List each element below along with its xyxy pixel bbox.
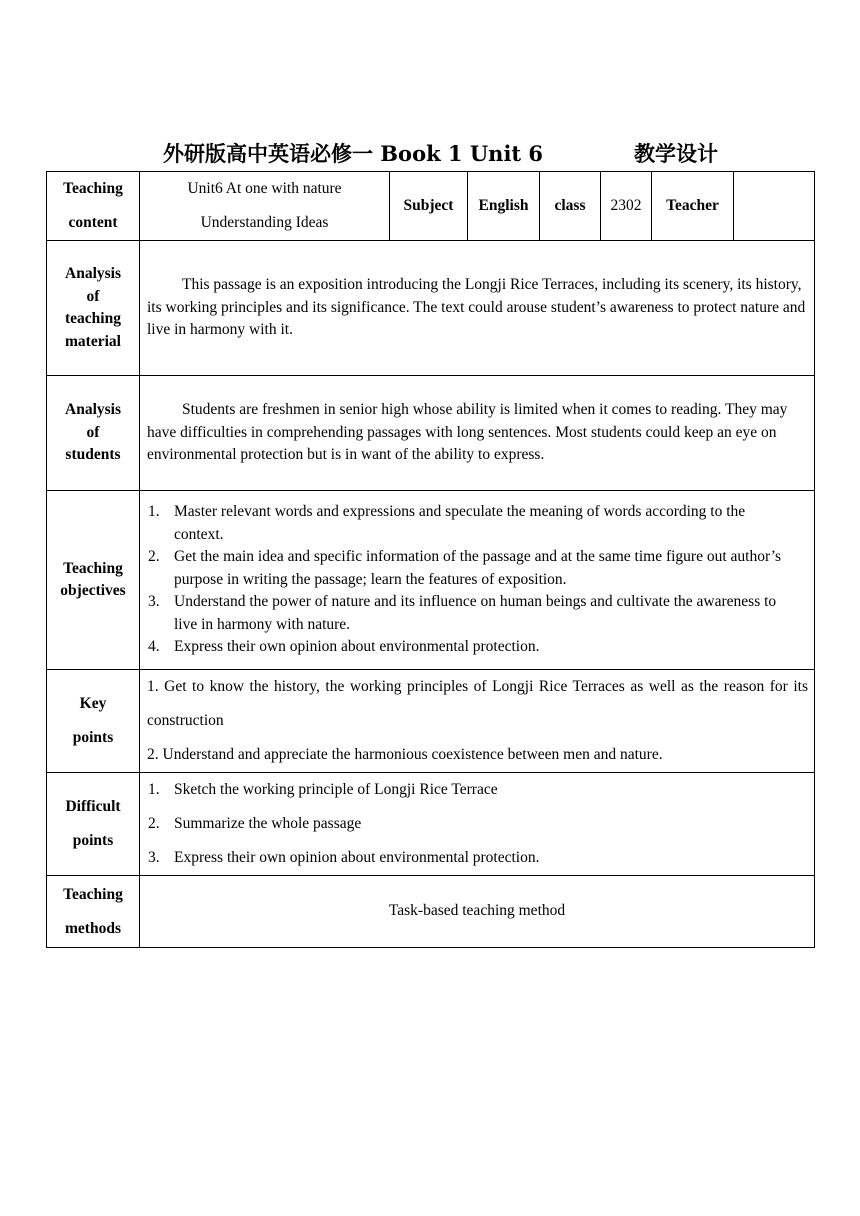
subject-value: English (468, 172, 540, 241)
label-line: Key (79, 695, 107, 712)
methods-text: Task-based teaching method (140, 876, 815, 948)
objectives-list-cell (140, 491, 815, 670)
class-value: 2302 (601, 172, 652, 241)
item-text: Express their own opinion about environmental protection. (174, 638, 540, 656)
label-line: Teaching (63, 180, 123, 197)
list-item (148, 501, 796, 546)
paragraph: Students are freshmen in senior high whose ability is limited when it comes to reading. They may have difficulties in comprehending passages with long sentences. Most students could keep an eye on environmental protection but is in want of the ability to express. (147, 401, 788, 464)
list-item (148, 546, 796, 591)
item-number: 3. (148, 849, 160, 866)
objectives-row (47, 491, 815, 670)
page-title (0, 136, 860, 168)
label-line: content (68, 214, 118, 231)
label-line: methods (65, 919, 121, 937)
item-text: Express their own opinion about environmental protection. (174, 849, 540, 866)
teaching-content-value (140, 172, 390, 241)
list-item (148, 591, 796, 636)
item-number: 3. (148, 593, 160, 611)
list-item (148, 773, 806, 807)
subject-label: Subject (390, 172, 468, 241)
item-text: Understand the power of nature and its influence on human beings and cultivate the awareness to live in harmony with nature. (174, 593, 777, 633)
teacher-label: Teacher (652, 172, 734, 241)
label-line: students (65, 446, 121, 464)
key-point-item: 1. Get to know the history, the working principles of Longji Rice Terraces as well as the reason for its construction (147, 678, 808, 729)
list-item (148, 841, 806, 875)
label-line: points (72, 729, 114, 746)
key-points-label (47, 670, 140, 773)
list-item (148, 636, 796, 659)
list-item (148, 807, 806, 841)
class-label: class (540, 172, 601, 241)
header-row (47, 172, 815, 241)
methods-row (47, 876, 815, 948)
label-line: material (65, 332, 121, 350)
analysis-material-row (47, 241, 815, 376)
paragraph: This passage is an exposition introducing the Longji Rice Terraces, including its scenery, its history, its working principles and its significance. The text could arouse student’s awareness to protect nature and live in harmony with it. (147, 276, 806, 339)
analysis-students-text (140, 376, 815, 491)
title-right: 教学设计 (634, 141, 718, 166)
item-text: Sketch the working principle of Longji Rice Terrace (174, 781, 498, 798)
item-number: 2. (148, 548, 160, 566)
difficult-points-label (47, 773, 140, 876)
item-number: 1. (148, 503, 160, 521)
label-line: Analysis (65, 265, 121, 282)
key-points-text (140, 670, 815, 773)
analysis-material-label (47, 241, 140, 376)
key-point-item: 2. Understand and appreciate the harmonious coexistence between men and nature. (147, 746, 663, 763)
label-line: of (86, 423, 100, 441)
item-number: 2. (148, 815, 160, 832)
label-line: objectives (60, 582, 126, 599)
difficult-points-row (47, 773, 815, 876)
methods-label (47, 876, 140, 948)
label-line: of (86, 287, 100, 305)
item-number: 4. (148, 638, 160, 656)
label-line: teaching (65, 310, 121, 327)
lesson-plan-table (46, 171, 815, 948)
content-line: Unit6 At one with nature (187, 180, 342, 197)
analysis-students-row (47, 376, 815, 491)
analysis-material-text (140, 241, 815, 376)
objectives-list (148, 501, 806, 659)
label-line: Difficult (65, 798, 121, 815)
objectives-label (47, 491, 140, 670)
item-text: Master relevant words and expressions and speculate the meaning of words according to the context. (174, 503, 746, 543)
label-line: Teaching (63, 559, 123, 577)
content-line: Understanding Ideas (200, 214, 329, 231)
key-points-row (47, 670, 815, 773)
difficult-points-list (140, 773, 815, 876)
label-line: points (72, 832, 114, 849)
teaching-content-label (47, 172, 140, 241)
item-text: Get the main idea and specific information of the passage and at the same time figure out author’s purpose in writing the passage; learn the features of exposition. (174, 548, 782, 588)
analysis-students-label (47, 376, 140, 491)
label-line: Teaching (63, 885, 123, 903)
label-line: Analysis (65, 401, 121, 419)
item-number: 1. (148, 781, 160, 798)
teacher-value (734, 172, 815, 241)
title-left: 外研版高中英语必修一 Book 1 Unit 6 (163, 141, 544, 166)
item-text: Summarize the whole passage (174, 815, 362, 832)
